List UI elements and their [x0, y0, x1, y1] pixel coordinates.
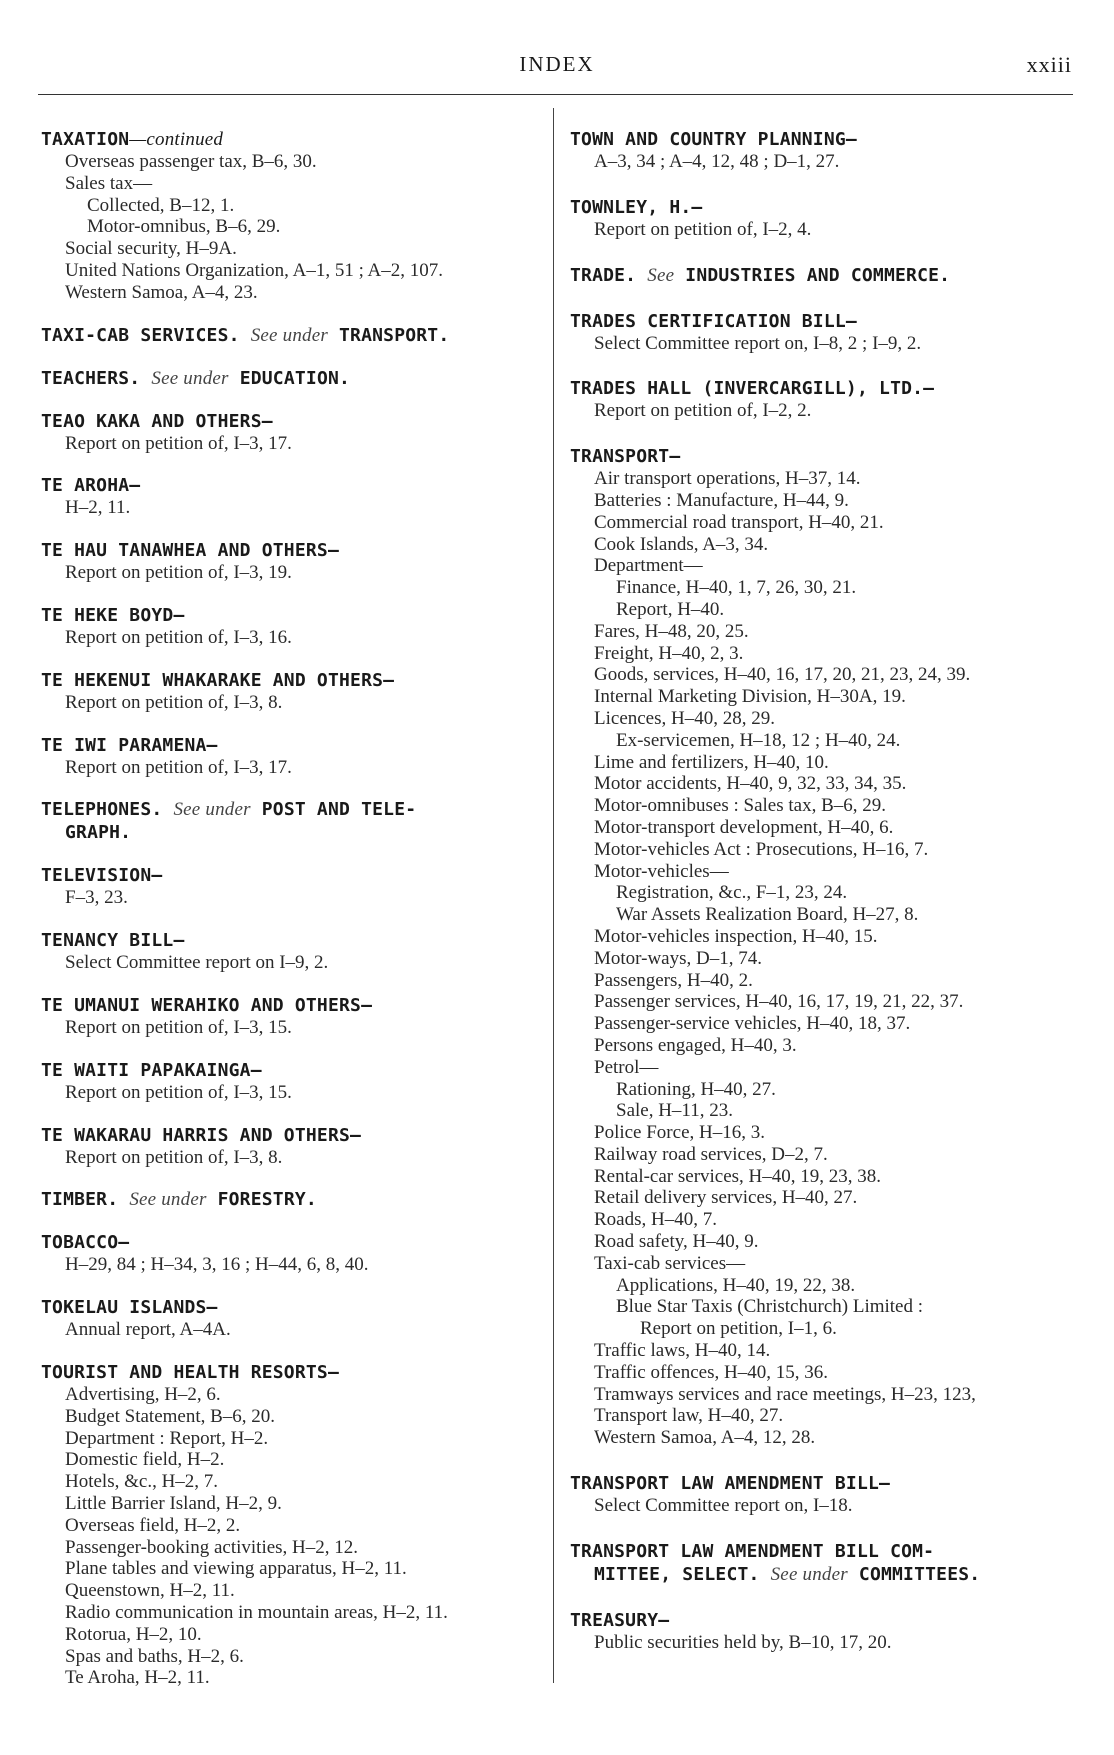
index-subentry: Overseas field, H–2, 2.	[65, 1514, 241, 1536]
index-subentry: Rotorua, H–2, 10.	[65, 1623, 202, 1645]
index-column-right	[570, 128, 1070, 1654]
header-rule	[38, 94, 1073, 95]
index-subentry: Taxi-cab services—	[594, 1252, 746, 1274]
heading-text: TRANSPORT LAW AMENDMENT BILL—	[570, 1473, 891, 1495]
index-subentry: Passenger services, H–40, 16, 17, 19, 21, 22, 37.	[594, 991, 964, 1013]
page-header	[0, 52, 1114, 82]
index-entry	[570, 196, 1070, 241]
index-subentry: Roads, H–40, 7.	[594, 1209, 717, 1231]
entry-spacer	[41, 519, 546, 539]
heading-continuation	[570, 1563, 1070, 1586]
index-subentry: Motor-ways, D–1, 74.	[594, 947, 762, 969]
index-subentry: Registration, &c., F–1, 23, 24.	[616, 882, 848, 904]
entry-spacer	[41, 1104, 546, 1124]
index-entry	[41, 474, 546, 519]
heading-text: TOWNLEY, H.—	[570, 196, 703, 218]
index-subentry: H–2, 11.	[65, 497, 131, 519]
entry-heading	[41, 994, 546, 1017]
entry-heading	[41, 1059, 546, 1082]
cross-reference-target: FORESTRY.	[217, 1189, 317, 1211]
index-subentry: Ex-servicemen, H–18, 12 ; H–40, 24.	[616, 729, 901, 751]
index-subentry: Passenger-booking activities, H–2, 12.	[65, 1536, 359, 1558]
index-subentry: Radio communication in mountain areas, H–2, 11.	[65, 1601, 448, 1623]
entry-spacer	[41, 1211, 546, 1231]
index-entry	[41, 539, 546, 584]
entry-heading	[570, 196, 1070, 219]
entry-spacer	[41, 778, 546, 798]
see-reference-label: See under	[151, 367, 229, 389]
index-entry	[570, 1609, 1070, 1654]
index-subentry: Sale, H–11, 23.	[616, 1100, 733, 1122]
index-entry	[41, 994, 546, 1039]
entry-heading	[570, 310, 1070, 333]
index-entry	[41, 669, 546, 714]
index-subentry: Motor-omnibus, B–6, 29.	[87, 216, 281, 238]
entry-heading	[41, 734, 546, 757]
entry-heading	[41, 324, 546, 347]
index-column-left	[41, 128, 546, 1689]
entry-heading	[41, 1361, 546, 1384]
index-entry	[41, 734, 546, 779]
see-reference-label: See under	[770, 1563, 848, 1585]
index-subentry: Police Force, H–16, 3.	[594, 1122, 765, 1144]
index-subentry: Report on petition of, I–3, 8.	[65, 691, 283, 713]
entry-spacer	[570, 241, 1070, 264]
index-subentry: Queenstown, H–2, 11.	[65, 1580, 235, 1602]
index-subentry: Lime and fertilizers, H–40, 10.	[594, 751, 829, 773]
index-subentry: Passengers, H–40, 2.	[594, 969, 753, 991]
see-reference-label: See	[647, 264, 675, 286]
heading-text: TE UMANUI WERAHIKO AND OTHERS—	[41, 994, 373, 1016]
index-subentry: Cook Islands, A–3, 34.	[594, 533, 769, 555]
index-subentry: Fares, H–48, 20, 25.	[594, 620, 749, 642]
index-subentry: Report on petition of, I–3, 17.	[65, 432, 292, 454]
entry-spacer	[570, 173, 1070, 196]
index-subentry: Annual report, A–4A.	[65, 1319, 231, 1341]
entry-spacer	[570, 1517, 1070, 1540]
heading-text: TOWN AND COUNTRY PLANNING—	[570, 129, 857, 150]
entry-spacer	[570, 287, 1070, 310]
heading-text: TRANSPORT LAW AMENDMENT BILL COM-	[570, 1540, 935, 1562]
entry-heading	[41, 410, 546, 433]
entry-heading	[570, 264, 1070, 287]
page-number: xxiii	[1026, 52, 1072, 77]
entry-heading	[41, 128, 546, 151]
entry-heading	[41, 1188, 546, 1211]
index-entry	[570, 377, 1070, 422]
index-subentry: Persons engaged, H–40, 3.	[594, 1034, 797, 1056]
entry-heading	[41, 604, 546, 627]
heading-text: TOURIST AND HEALTH RESORTS—	[41, 1361, 339, 1383]
index-subentry: Internal Marketing Division, H–30A, 19.	[594, 686, 906, 708]
index-subentry: H–29, 84 ; H–34, 3, 16 ; H–44, 6, 8, 40.	[65, 1254, 369, 1276]
entry-heading	[41, 539, 546, 562]
index-subentry: Western Samoa, A–4, 12, 28.	[594, 1427, 816, 1449]
index-subentry: Report on petition, I–1, 6.	[640, 1318, 837, 1340]
heading-text: TIMBER.	[41, 1189, 119, 1211]
heading-text: TRANSPORT—	[570, 446, 681, 468]
heading-text: TELEPHONES.	[41, 799, 163, 821]
heading-text: TOKELAU ISLANDS—	[41, 1297, 218, 1319]
index-entry	[41, 1059, 546, 1104]
heading-text-continued: MITTEE, SELECT.	[594, 1563, 760, 1585]
entry-heading	[570, 445, 1070, 468]
heading-text: TAXI-CAB SERVICES.	[41, 324, 240, 346]
entry-spacer	[41, 347, 546, 367]
entry-spacer	[570, 1449, 1070, 1472]
index-subentry: Department : Report, H–2.	[65, 1427, 269, 1449]
entry-spacer	[41, 714, 546, 734]
index-subentry: Plane tables and viewing apparatus, H–2, 11.	[65, 1558, 407, 1580]
entry-heading	[41, 929, 546, 952]
index-subentry: Report on petition of, I–3, 16.	[65, 626, 292, 648]
index-subentry: Advertising, H–2, 6.	[65, 1383, 221, 1405]
index-subentry: Motor-vehicles Act : Prosecutions, H–16, 7.	[594, 838, 929, 860]
index-subentry: Retail delivery services, H–40, 27.	[594, 1187, 858, 1209]
continued-label: —continued	[129, 129, 224, 150]
cross-reference-target: INDUSTRIES AND COMMERCE.	[685, 264, 951, 286]
index-subentry: Public securities held by, B–10, 17, 20.	[594, 1631, 892, 1653]
entry-heading	[41, 1296, 546, 1319]
index-subentry: Report on petition of, I–3, 8.	[65, 1146, 283, 1168]
index-subentry: Goods, services, H–40, 16, 17, 20, 21, 23, 24, 39.	[594, 664, 971, 686]
index-subentry: Finance, H–40, 1, 7, 26, 30, 21.	[616, 577, 857, 599]
index-entry	[41, 864, 546, 909]
index-entry	[41, 604, 546, 649]
cross-reference-target: EDUCATION.	[239, 367, 351, 389]
index-entry	[41, 1361, 546, 1689]
index-subentry: Motor-transport development, H–40, 6.	[594, 816, 894, 838]
index-subentry: F–3, 23.	[65, 887, 128, 909]
index-entry	[41, 367, 546, 390]
entry-heading	[41, 367, 546, 390]
index-entry	[41, 410, 546, 455]
index-subentry: Select Committee report on, I–8, 2 ; I–9, 2.	[594, 332, 922, 354]
entry-heading	[570, 377, 1070, 400]
heading-text-continued: GRAPH.	[65, 822, 132, 844]
heading-text: TE WAKARAU HARRIS AND OTHERS—	[41, 1124, 362, 1146]
index-subentry: Motor accidents, H–40, 9, 32, 33, 34, 35.	[594, 773, 907, 795]
index-subentry: Commercial road transport, H–40, 21.	[594, 511, 884, 533]
entry-heading	[570, 128, 1070, 151]
index-subentry: Road safety, H–40, 9.	[594, 1231, 759, 1253]
index-subentry: Transport law, H–40, 27.	[594, 1405, 784, 1427]
entry-heading	[41, 864, 546, 887]
entry-spacer	[570, 1586, 1070, 1609]
heading-text: TRADES HALL (INVERCARGILL), LTD.—	[570, 378, 935, 400]
entry-spacer	[41, 649, 546, 669]
heading-text: TE WAITI PAPAKAINGA—	[41, 1059, 262, 1081]
heading-text: TREASURY—	[570, 1609, 670, 1631]
entry-spacer	[41, 1341, 546, 1361]
entry-heading	[41, 669, 546, 692]
entry-spacer	[570, 422, 1070, 445]
index-entry	[41, 1296, 546, 1341]
entry-heading	[570, 1540, 1070, 1586]
index-subentry: Petrol—	[594, 1056, 659, 1078]
index-subentry: Report on petition of, I–3, 15.	[65, 1016, 292, 1038]
index-subentry: Te Aroha, H–2, 11.	[65, 1667, 210, 1689]
heading-text: TENANCY BILL—	[41, 930, 185, 952]
heading-text: TE AROHA—	[41, 475, 141, 497]
index-subentry: Little Barrier Island, H–2, 9.	[65, 1492, 282, 1514]
entry-spacer	[41, 390, 546, 410]
index-subentry: Sales tax—	[65, 172, 153, 194]
index-subentry: Select Committee report on, I–18.	[594, 1495, 853, 1517]
entry-spacer	[41, 1039, 546, 1059]
index-subentry: War Assets Realization Board, H–27, 8.	[616, 904, 919, 926]
heading-text: TAXATION	[41, 129, 130, 150]
index-subentry: Budget Statement, B–6, 20.	[65, 1405, 276, 1427]
heading-text: TE HAU TANAWHEA AND OTHERS—	[41, 540, 339, 562]
column-divider	[553, 108, 554, 1683]
index-entry	[41, 324, 546, 347]
index-subentry: Report on petition of, I–2, 4.	[594, 218, 812, 240]
index-subentry: Report on petition of, I–3, 15.	[65, 1081, 292, 1103]
entry-spacer	[41, 584, 546, 604]
index-subentry: Hotels, &c., H–2, 7.	[65, 1471, 219, 1493]
index-subentry: Blue Star Taxis (Christchurch) Limited :	[616, 1296, 924, 1318]
index-subentry: Motor-vehicles inspection, H–40, 15.	[594, 925, 878, 947]
index-entry	[41, 798, 546, 844]
heading-text: TRADE.	[570, 264, 637, 286]
entry-heading	[570, 1609, 1070, 1632]
heading-text: TEACHERS.	[41, 367, 141, 389]
index-entry	[570, 264, 1070, 287]
index-subentry: Collected, B–12, 1.	[87, 194, 235, 216]
heading-text: TOBACCO—	[41, 1232, 130, 1254]
index-entry	[570, 310, 1070, 355]
index-entry	[570, 1540, 1070, 1586]
index-subentry: Report on petition of, I–3, 17.	[65, 756, 292, 778]
index-subentry: Report on petition of, I–2, 2.	[594, 400, 812, 422]
index-subentry: A–3, 34 ; A–4, 12, 48 ; D–1, 27.	[594, 151, 840, 172]
index-subentry: Domestic field, H–2.	[65, 1449, 225, 1471]
index-subentry: Tramways services and race meetings, H–23, 123,	[594, 1383, 976, 1405]
entry-spacer	[41, 844, 546, 864]
index-entry	[570, 128, 1070, 173]
index-subentry: Overseas passenger tax, B–6, 30.	[65, 151, 317, 172]
index-subentry: Licences, H–40, 28, 29.	[594, 707, 775, 729]
entry-heading	[570, 1472, 1070, 1495]
see-reference-label: See under	[173, 799, 251, 821]
see-reference-label: See under	[129, 1189, 207, 1211]
index-entry	[570, 445, 1070, 1449]
index-subentry: Select Committee report on I–9, 2.	[65, 952, 329, 974]
entry-spacer	[41, 1276, 546, 1296]
index-entry	[41, 1124, 546, 1169]
index-subentry: United Nations Organization, A–1, 51 ; A–2, 107.	[65, 259, 444, 281]
entry-spacer	[41, 909, 546, 929]
index-subentry: Railway road services, D–2, 7.	[594, 1143, 828, 1165]
index-subentry: Social security, H–9A.	[65, 238, 237, 260]
entry-spacer	[41, 304, 546, 324]
index-subentry: Applications, H–40, 19, 22, 38.	[616, 1274, 856, 1296]
heading-text: TE HEKENUI WHAKARAKE AND OTHERS—	[41, 669, 395, 691]
entry-heading	[41, 474, 546, 497]
see-reference-label: See under	[250, 324, 328, 346]
index-subentry: Air transport operations, H–37, 14.	[594, 468, 861, 490]
heading-text: TELEVISION—	[41, 865, 163, 887]
heading-text: TE HEKE BOYD—	[41, 604, 185, 626]
entry-spacer	[41, 974, 546, 994]
entry-spacer	[570, 354, 1070, 377]
index-subentry: Report on petition of, I–3, 19.	[65, 562, 292, 584]
cross-reference-target: COMMITTEES.	[858, 1563, 981, 1585]
entry-spacer	[41, 454, 546, 474]
index-entry	[41, 1231, 546, 1276]
index-subentry: Motor-vehicles—	[594, 860, 729, 882]
heading-continuation	[41, 821, 546, 844]
index-subentry: Traffic offences, H–40, 15, 36.	[594, 1361, 828, 1383]
index-subentry: Motor-omnibuses : Sales tax, B–6, 29.	[594, 795, 886, 817]
index-entry	[41, 128, 546, 304]
heading-text: TE IWI PARAMENA—	[41, 734, 218, 756]
index-subentry: Department—	[594, 555, 703, 577]
entry-heading	[41, 1231, 546, 1254]
index-subentry: Western Samoa, A–4, 23.	[65, 281, 258, 303]
index-entry	[41, 1188, 546, 1211]
index-subentry: Rationing, H–40, 27.	[616, 1078, 776, 1100]
cross-reference-target: POST AND TELE-	[261, 799, 417, 821]
index-entry	[570, 1472, 1070, 1517]
index-subentry: Batteries : Manufacture, H–44, 9.	[594, 489, 849, 511]
index-subentry: Freight, H–40, 2, 3.	[594, 642, 744, 664]
index-entry	[41, 929, 546, 974]
heading-text: TEAO KAKA AND OTHERS—	[41, 410, 273, 432]
entry-spacer	[41, 1168, 546, 1188]
index-subentry: Traffic laws, H–40, 14.	[594, 1340, 771, 1362]
index-subentry: Report, H–40.	[616, 598, 725, 620]
entry-heading	[41, 1124, 546, 1147]
running-head-title: INDEX	[519, 52, 595, 76]
index-subentry: Spas and baths, H–2, 6.	[65, 1645, 244, 1667]
entry-heading	[41, 798, 546, 844]
cross-reference-target: TRANSPORT.	[339, 324, 450, 346]
index-subentry: Rental-car services, H–40, 19, 23, 38.	[594, 1165, 882, 1187]
index-subentry: Passenger-service vehicles, H–40, 18, 37.	[594, 1013, 911, 1035]
heading-text: TRADES CERTIFICATION BILL—	[570, 310, 857, 332]
